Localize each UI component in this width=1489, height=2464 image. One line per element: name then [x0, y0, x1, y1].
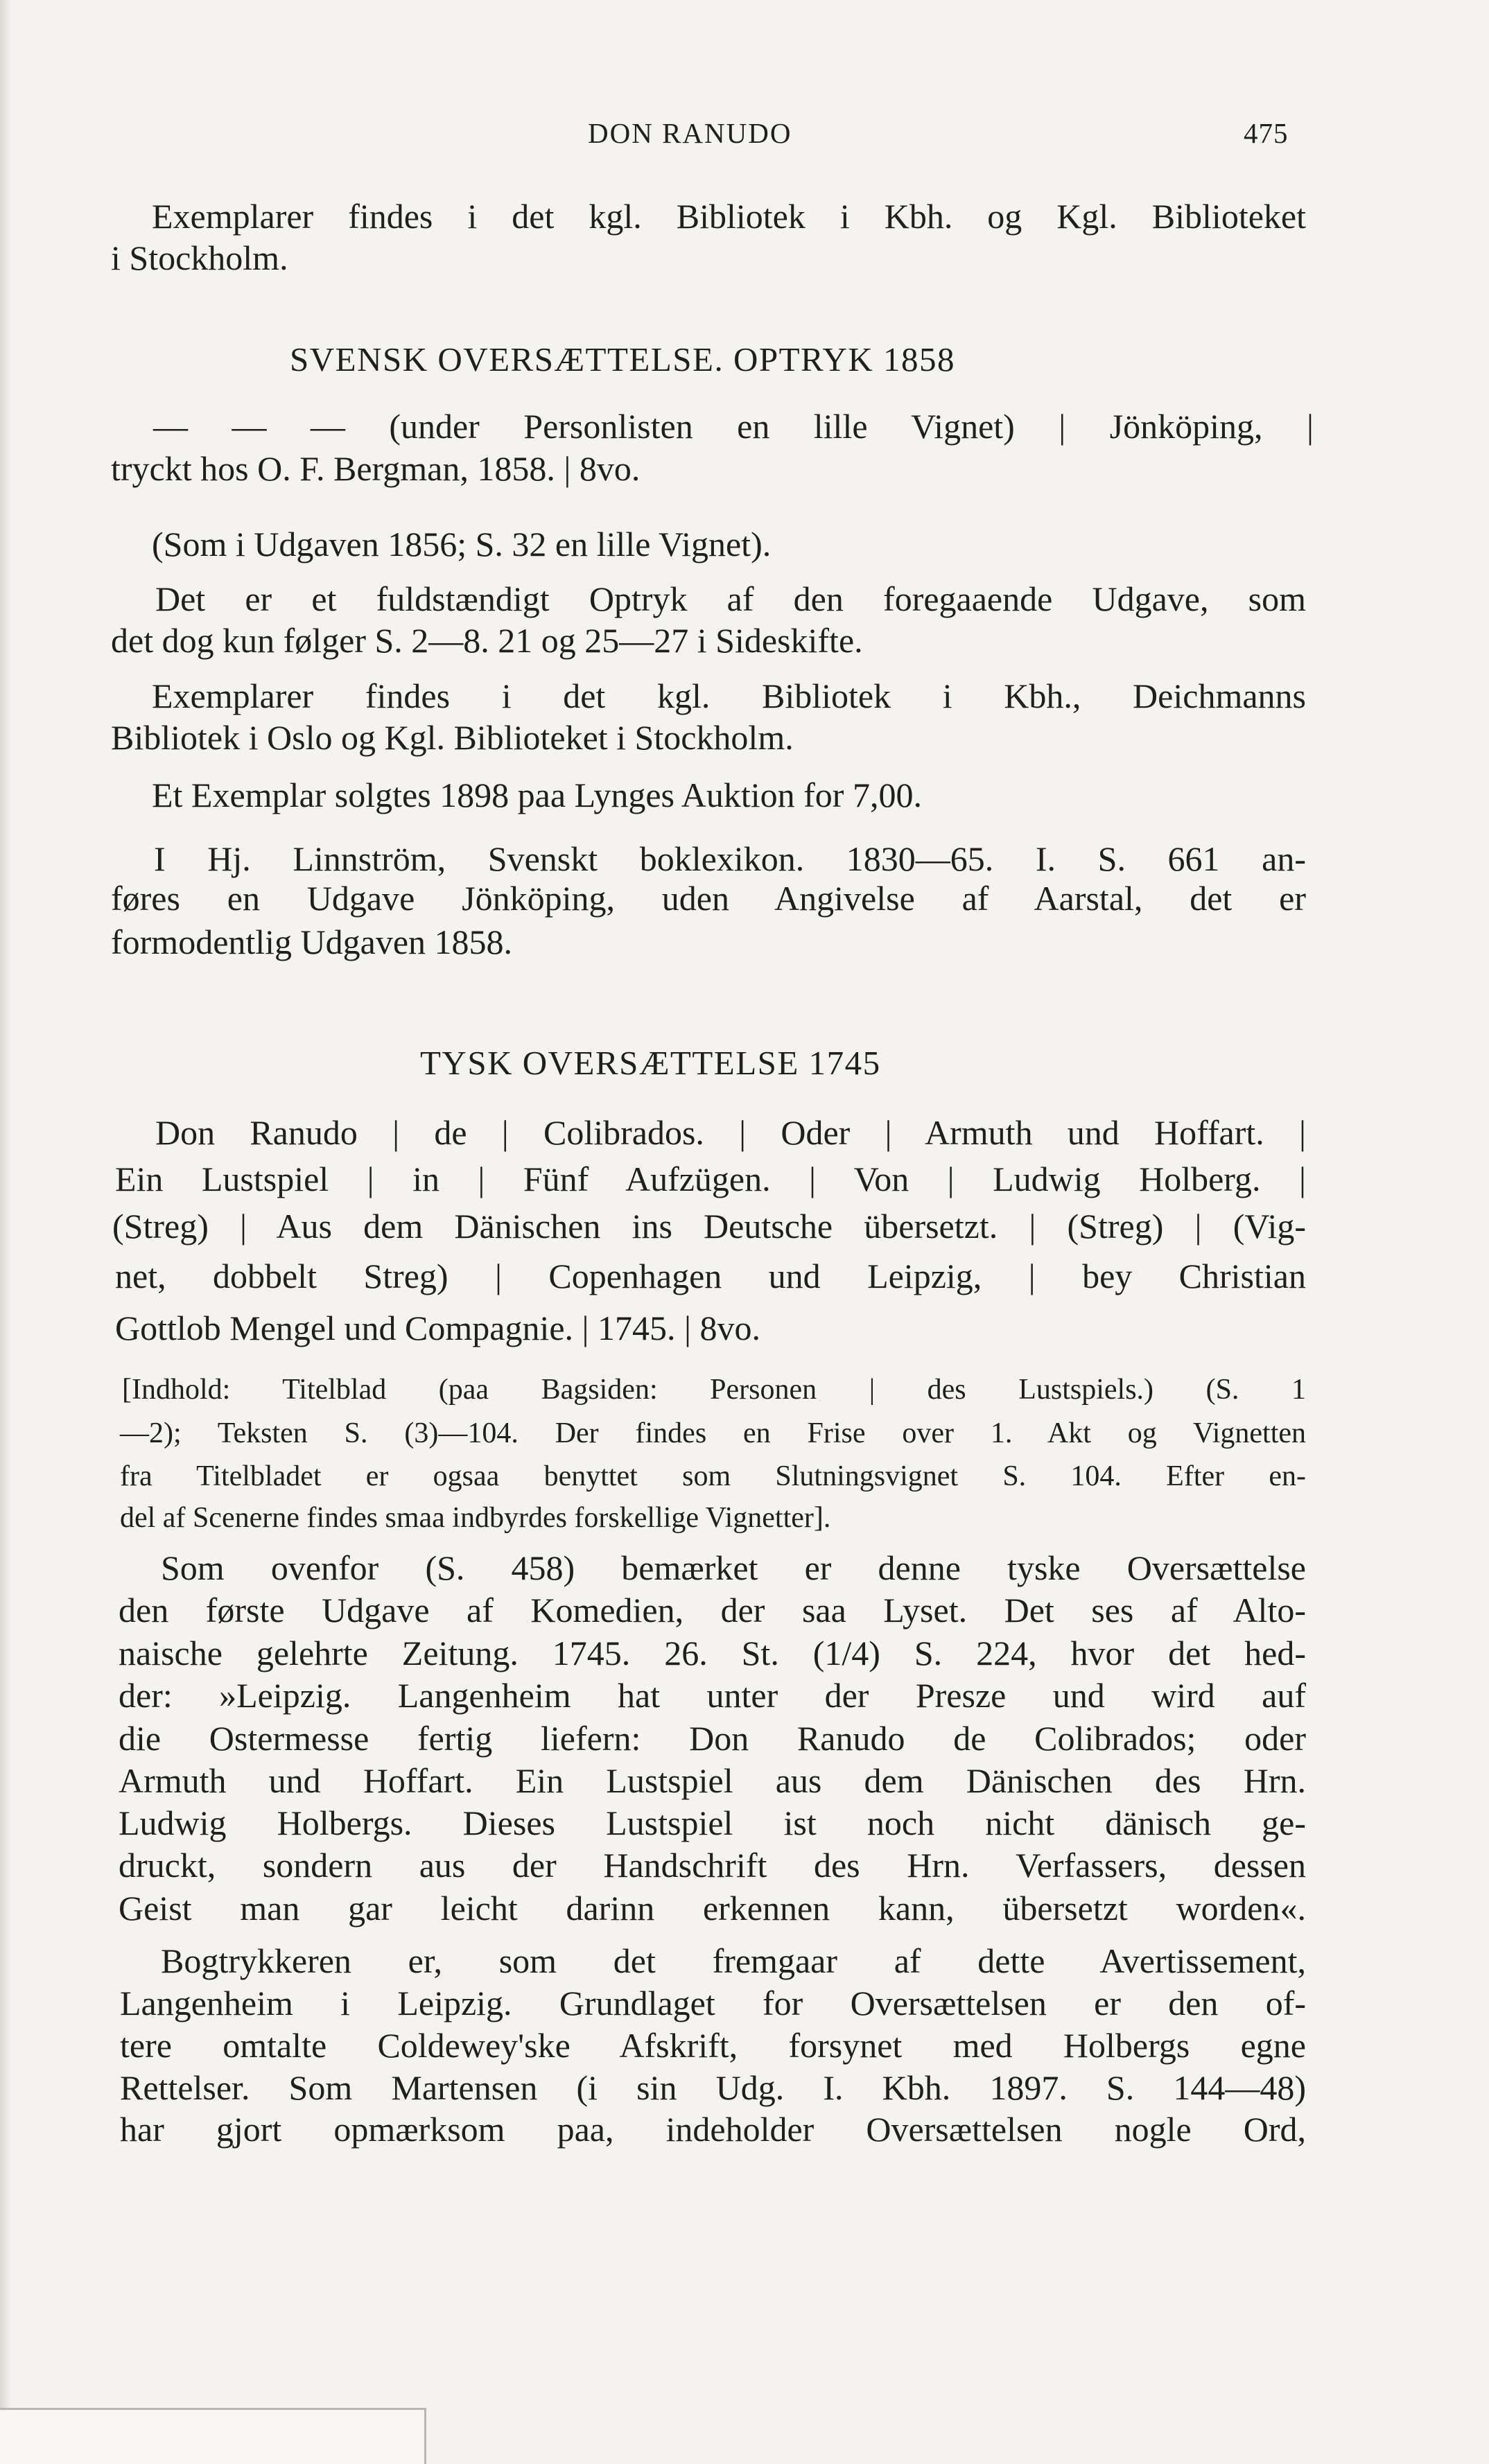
text-line: Ludwig Holbergs. Dieses Lustspiel ist noch nicht dänisch ge- [119, 1803, 1306, 1842]
text-line: har gjort opmærksom paa, indeholder Oversættelsen nogle Ord, [120, 2110, 1306, 2149]
text-line: (Som i Udgaven 1856; S. 32 en lille Vignet). [152, 525, 772, 563]
text-line: druckt, sondern aus der Handschrift des Hrn. Verfassers, dessen [119, 1846, 1306, 1885]
section-heading-tysk: TYSK OVERSÆTTELSE 1745 [420, 1044, 881, 1082]
text-line: formodentlig Udgaven 1858. [111, 923, 513, 961]
text-line: Bibliotek i Oslo og Kgl. Biblioteket i Stockholm. [111, 718, 794, 757]
text-line: Armuth und Hoffart. Ein Lustspiel aus dem Dänischen des Hrn. [119, 1761, 1306, 1800]
text-line: Don Ranudo | de | Colibrados. | Oder | Armuth und Hoffart. | [155, 1113, 1306, 1152]
text-line: Langenheim i Leipzig. Grundlaget for Oversættelsen er den of- [120, 1984, 1306, 2022]
text-line: (Streg) | Aus dem Dänischen ins Deutsche übersetzt. | (Streg) | (Vig- [112, 1207, 1306, 1246]
scan-edge-mark [0, 2408, 426, 2464]
text-line: I Hj. Linnström, Svenskt boklexikon. 1830—65. I. S. 661 an- [154, 839, 1306, 878]
text-line: Et Exemplar solgtes 1898 paa Lynges Auktion for 7,00. [152, 776, 922, 814]
text-line: i Stockholm. [111, 238, 288, 277]
running-head-title: DON RANUDO [588, 117, 792, 149]
text-line: Exemplarer findes i det kgl. Bibliotek i Kbh., Deichmanns [152, 676, 1306, 715]
text-line: Ein Lustspiel | in | Fünf Aufzügen. | Von | Ludwig Holberg. | [115, 1160, 1306, 1198]
text-line: Exemplarer findes i det kgl. Bibliotek i Kbh. og Kgl. Biblioteket [152, 197, 1306, 236]
section-heading-svensk: SVENSK OVERSÆTTELSE. OPTRYK 1858 [290, 340, 956, 378]
text-line: die Ostermesse fertig liefern: Don Ranudo de Colibrados; oder [119, 1719, 1306, 1758]
text-line: — — — (under Personlisten en lille Vignet) | Jönköping, | [153, 407, 1314, 446]
text-line: Det er et fuldstændigt Optryk af den foregaaende Udgave, som [155, 579, 1306, 618]
text-line: Bogtrykkeren er, som det fremgaar af dette Avertissement, [161, 1941, 1306, 1980]
text-line: Rettelser. Som Martensen (i sin Udg. I. Kbh. 1897. S. 144—48) [120, 2068, 1306, 2107]
text-line-small: [Indhold: Titelblad (paa Bagsiden: Personen | des Lustspiels.) (S. 1 [122, 1374, 1306, 1406]
text-line: Geist man gar leicht darinn erkennen kann, übersetzt worden«. [119, 1889, 1306, 1928]
text-line-small: fra Titelbladet er ogsaa benyttet som Slutningsvignet S. 104. Efter en- [120, 1460, 1306, 1492]
text-line: net, dobbelt Streg) | Copenhagen und Leipzig, | bey Christian [115, 1257, 1306, 1295]
text-line: føres en Udgave Jönköping, uden Angivelse af Aarstal, det er [111, 879, 1306, 918]
text-line-small: del af Scenerne findes smaa indbyrdes forskellige Vignetter]. [120, 1502, 831, 1534]
text-line-small: —2); Teksten S. (3)—104. Der findes en Frise over 1. Akt og Vignetten [120, 1417, 1306, 1449]
text-line: tryckt hos O. F. Bergman, 1858. | 8vo. [111, 449, 641, 488]
text-line: naische gelehrte Zeitung. 1745. 26. St. (1/4) S. 224, hvor det hed- [119, 1634, 1306, 1672]
text-line: det dog kun følger S. 2—8. 21 og 25—27 i Sideskifte. [111, 621, 863, 660]
text-line: der: »Leipzig. Langenheim hat unter der Presze und wird auf [119, 1676, 1306, 1715]
page-number: 475 [1244, 117, 1289, 149]
text-line: den første Udgave af Komedien, der saa Lyset. Det ses af Alto- [119, 1591, 1306, 1629]
text-line: tere omtalte Coldewey'ske Afskrift, forsynet med Holbergs egne [120, 2026, 1306, 2065]
running-head [0, 116, 1489, 158]
text-line: Gottlob Mengel und Compagnie. | 1745. | 8vo. [115, 1309, 761, 1347]
text-line: Som ovenfor (S. 458) bemærket er denne tyske Oversættelse [161, 1548, 1306, 1587]
